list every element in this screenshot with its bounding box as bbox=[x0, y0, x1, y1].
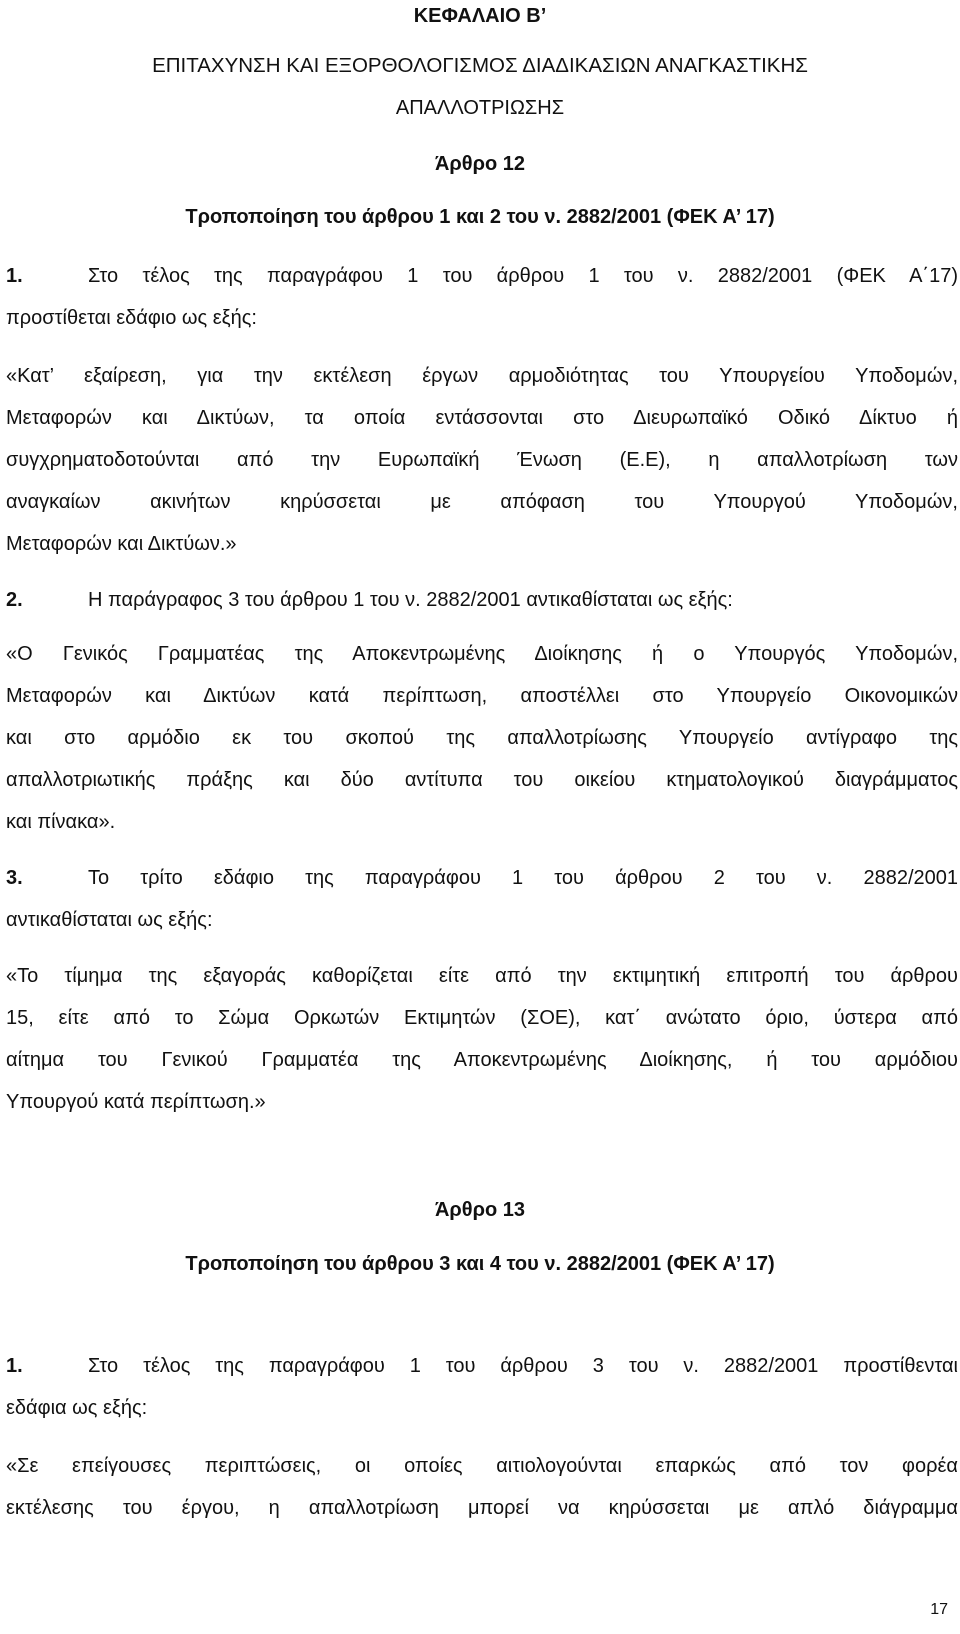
article-12-quote-3-line-3: αίτημα του Γενικού Γραμματέα της Αποκεντρωμένης Διοίκησης, ή του αρμόδιου bbox=[6, 1049, 958, 1071]
article-12-p3-line-2: αντικαθίσταται ως εξής: bbox=[6, 909, 213, 931]
article-12-quote-3-line-4: Υπουργού κατά περίπτωση.» bbox=[6, 1091, 266, 1113]
article-13-quote-1-line-1: «Σε επείγουσες περιπτώσεις, οι οποίες αιτιολογούνται επαρκώς από τον φορέα bbox=[6, 1455, 958, 1477]
article-12-quote-2-line-2: Μεταφορών και Δικτύων κατά περίπτωση, αποστέλλει στο Υπουργείο Οικονομικών bbox=[6, 685, 958, 707]
article-12-quote-1-line-5: Μεταφορών και Δικτύων.» bbox=[6, 533, 237, 555]
page-number: 17 bbox=[930, 1601, 948, 1618]
article-12-quote-1-line-2: Μεταφορών και Δικτύων, τα οποία εντάσσονται στο Διευρωπαϊκό Οδικό Δίκτυο ή bbox=[6, 407, 958, 429]
paragraph-number: 1. bbox=[6, 1355, 23, 1377]
article-12-quote-1-line-3: συγχρηματοδοτούνται από την Ευρωπαϊκή Ένωση (Ε.Ε), η απαλλοτρίωση των bbox=[6, 449, 958, 471]
paragraph-number: 3. bbox=[6, 867, 23, 889]
article-12-quote-1-line-1: «Κατ’ εξαίρεση, για την εκτέλεση έργων αρμοδιότητας του Υπουργείου Υποδομών, bbox=[6, 365, 958, 387]
article-12-p3-line-1: Το τρίτο εδάφιο της παραγράφου 1 του άρθρου 2 του ν. 2882/2001 bbox=[88, 867, 958, 889]
paragraph-number: 2. bbox=[6, 589, 23, 611]
article-12-subtitle: Τροποποίηση του άρθρου 1 και 2 του ν. 2882/2001 (ΦΕΚ Α’ 17) bbox=[185, 206, 775, 228]
article-12-p1-line-1: Στο τέλος της παραγράφου 1 του άρθρου 1 του ν. 2882/2001 (ΦΕΚ Α΄17) bbox=[88, 265, 958, 287]
article-12-quote-3-line-2: 15, είτε από το Σώμα Ορκωτών Εκτιμητών (ΣΟΕ), κατ΄ ανώτατο όριο, ύστερα από bbox=[6, 1007, 958, 1029]
article-13-p1-line-2: εδάφια ως εξής: bbox=[6, 1397, 148, 1419]
paragraph-number: 1. bbox=[6, 265, 23, 287]
article-13-p1-line-1: Στο τέλος της παραγράφου 1 του άρθρου 3 του ν. 2882/2001 προστίθενται bbox=[88, 1355, 958, 1377]
article-12-quote-1-line-4: αναγκαίων ακινήτων κηρύσσεται με απόφαση του Υπουργού Υποδομών, bbox=[6, 491, 958, 513]
article-13-quote-1-line-2: εκτέλεσης του έργου, η απαλλοτρίωση μπορεί να κηρύσσεται με απλό διάγραμμα bbox=[6, 1497, 958, 1519]
article-12-quote-2-line-3: και στο αρμόδιο εκ του σκοπού της απαλλοτρίωσης Υπουργείο αντίγραφο της bbox=[6, 727, 958, 749]
article-13-heading: Άρθρο 13 bbox=[434, 1199, 526, 1221]
article-12-quote-3-line-1: «Το τίμημα της εξαγοράς καθορίζεται είτε από την εκτιμητική επιτροπή του άρθρου bbox=[6, 965, 958, 987]
article-13-subtitle: Τροποποίηση του άρθρου 3 και 4 του ν. 2882/2001 (ΦΕΚ Α’ 17) bbox=[185, 1253, 775, 1275]
article-12-quote-2-line-4: απαλλοτριωτικής πράξης και δύο αντίτυπα του οικείου κτηματολογικού διαγράμματος bbox=[6, 769, 958, 791]
article-12-p2-line-1: Η παράγραφος 3 του άρθρου 1 του ν. 2882/2001 αντικαθίσταται ως εξής: bbox=[88, 589, 733, 611]
chapter-title-line-1: ΕΠΙΤΑΧΥΝΣΗ ΚΑΙ ΕΞΟΡΘΟΛΟΓΙΣΜΟΣ ΔΙΑΔΙΚΑΣΙΩΝ ΑΝΑΓΚΑΣΤΙΚΗΣ bbox=[152, 54, 808, 77]
article-12-quote-2-line-5: και πίνακα». bbox=[6, 811, 116, 833]
chapter-heading: ΚΕΦΑΛΑΙΟ Β’ bbox=[413, 5, 547, 27]
article-12-p1-line-2: προστίθεται εδάφιο ως εξής: bbox=[6, 307, 257, 329]
chapter-title-line-2: ΑΠΑΛΛΟΤΡΙΩΣΗΣ bbox=[395, 97, 565, 119]
article-12-quote-2-line-1: «Ο Γενικός Γραμματέας της Αποκεντρωμένης Διοίκησης ή ο Υπουργός Υποδομών, bbox=[6, 643, 958, 665]
article-12-heading: Άρθρο 12 bbox=[434, 153, 526, 175]
